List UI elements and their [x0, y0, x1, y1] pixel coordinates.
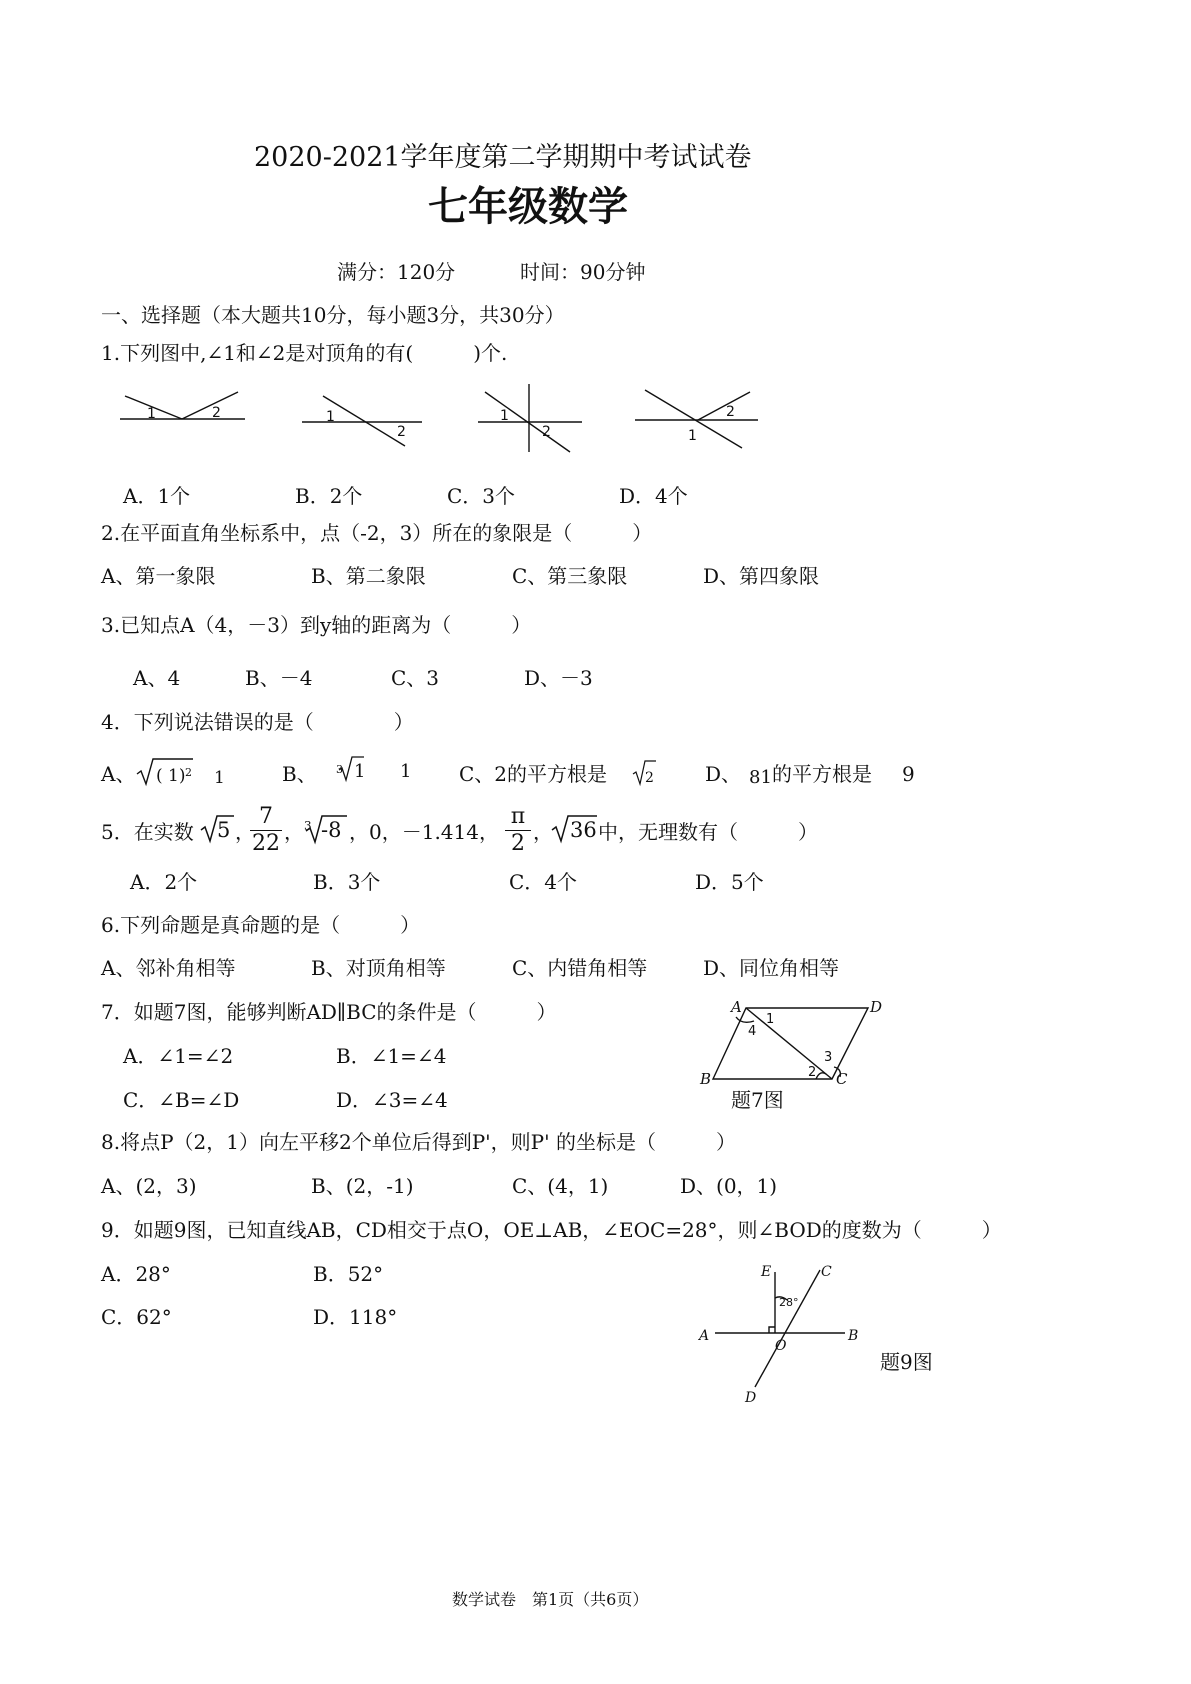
- subject-title: 七年级数学: [428, 183, 628, 230]
- q1-fig4-label-2: 2: [726, 404, 735, 420]
- q4-option-b-prefix: B、: [282, 762, 317, 786]
- q5-sqrt5-radicand: 5: [217, 818, 231, 842]
- q7-point-c: C: [836, 1070, 848, 1088]
- q1-option-c: C．3个: [447, 484, 516, 508]
- q7-point-b: B: [700, 1070, 712, 1088]
- q7-angle-2: 2: [808, 1065, 817, 1080]
- score-info: 满分：120分: [337, 260, 456, 284]
- q3-option-c: C、3: [391, 666, 440, 690]
- q1-fig3-label-1: 1: [500, 408, 509, 424]
- q2-option-a: A、第一象限: [101, 564, 216, 588]
- q5-stem-end: 中，无理数有（ ）: [598, 820, 818, 844]
- q5-option-a: A．2个: [130, 870, 198, 894]
- q3-option-d: D、－3: [524, 666, 593, 690]
- q4-option-c-radicand: 2: [645, 770, 654, 786]
- q8-option-d: D、(0，1): [680, 1174, 778, 1198]
- q4-option-a-prefix: A、: [101, 762, 136, 786]
- q1-option-d: D．4个: [619, 484, 688, 508]
- q5-fraction-7-22: [250, 805, 282, 856]
- q1-option-a: A．1个: [123, 484, 191, 508]
- q4-option-b-radicand: 1: [354, 761, 366, 782]
- q4-option-b-index: 3: [336, 763, 343, 776]
- q8-option-b: B、(2，-1): [311, 1174, 414, 1198]
- q1-fig1-label-2: 2: [212, 405, 221, 421]
- q9-point-o: O: [775, 1338, 787, 1354]
- time-info: 时间：90分钟: [520, 260, 646, 284]
- q8-stem: 8.将点P（2，1）向左平移2个单位后得到P'，则P' 的坐标是（ ）: [101, 1130, 736, 1154]
- page-footer: 数学试卷 第1页（共6页）: [452, 1590, 649, 1609]
- q7-stem: 7．如题7图，能够判断AD∥BC的条件是（ ）: [101, 1000, 557, 1024]
- q2-stem: 2.在平面直角坐标系中，点（-2，3）所在的象限是（ ）: [101, 521, 653, 545]
- q4-option-d-number: 81: [749, 767, 772, 788]
- q7-option-b: B．∠1=∠4: [336, 1044, 447, 1068]
- q8-option-c: C、(4，1): [512, 1174, 609, 1198]
- q8-option-a: A、(2，3): [101, 1174, 197, 1198]
- q7-point-a: A: [731, 998, 742, 1016]
- q7-option-a: A．∠1=∠2: [123, 1044, 234, 1068]
- q1-fig3-label-2: 2: [542, 424, 551, 440]
- q1-option-b: B．2个: [295, 484, 363, 508]
- q5-sqrt36-radicand: 36: [570, 818, 597, 842]
- q5-cube-radicand: -8: [321, 818, 342, 842]
- q4-option-a-value: 1: [214, 768, 225, 788]
- q5-comma-3: ，: [533, 820, 553, 844]
- q9-option-b: B．52°: [313, 1262, 384, 1286]
- q5-fraction-denominator: 22: [252, 831, 280, 856]
- q4-option-d-text: 的平方根是: [772, 762, 872, 786]
- q2-option-b: B、第二象限: [311, 564, 426, 588]
- q9-option-d: D．118°: [313, 1305, 398, 1329]
- q9-point-c: C: [821, 1264, 832, 1280]
- q5-option-b: B．3个: [313, 870, 381, 894]
- q6-option-c: C、内错角相等: [512, 956, 648, 980]
- q5-cube-index: 3: [304, 819, 312, 833]
- q1-fig4-label-1: 1: [688, 428, 697, 444]
- q7-figure-caption: 题7图: [731, 1088, 784, 1112]
- section-heading: 一、选择题（本大题共10分，每小题3分，共30分）: [101, 303, 565, 327]
- q5-option-d: D．5个: [695, 870, 764, 894]
- q5-pi-denominator: 2: [511, 831, 525, 856]
- q1-fig2-label-1: 1: [326, 409, 335, 425]
- q4-stem: 4．下列说法错误的是（ ）: [101, 710, 414, 734]
- q4-option-d-value: 9: [902, 762, 915, 786]
- q9-figure: [695, 1262, 865, 1412]
- q4-option-d-prefix: D、: [705, 762, 742, 786]
- q3-option-a: A、4: [133, 666, 181, 690]
- q1-stem: 1.下列图中,∠1和∠2是对顶角的有( )个.: [101, 341, 508, 365]
- q9-option-a: A．28°: [101, 1262, 171, 1286]
- q3-stem: 3.已知点A（4，－3）到y轴的距离为（ ）: [101, 613, 532, 637]
- q7-option-c: C．∠B=∠D: [123, 1088, 240, 1112]
- q5-option-c: C．4个: [509, 870, 578, 894]
- q1-fig2-label-2: 2: [397, 424, 406, 440]
- q9-angle-label: 28°: [779, 1296, 799, 1309]
- q5-fraction-numerator: 7: [259, 804, 273, 829]
- q5-fraction-pi-2: [505, 805, 531, 856]
- q7-point-d: D: [870, 998, 883, 1016]
- q4-option-a-exponent: 2: [185, 766, 192, 779]
- q5-stem-start: 5．在实数: [101, 820, 194, 844]
- q5-pi-numerator: π: [510, 804, 526, 829]
- q7-option-d: D．∠3=∠4: [336, 1088, 448, 1112]
- q6-stem: 6.下列命题是真命题的是（ ）: [101, 913, 421, 937]
- q1-fig1-label-1: 1: [147, 406, 156, 422]
- q2-option-d: D、第四象限: [703, 564, 820, 588]
- q9-figure-caption: 题9图: [880, 1350, 933, 1374]
- q4-option-c-text: C、2的平方根是: [459, 762, 608, 786]
- q3-option-b: B、－4: [245, 666, 313, 690]
- q6-option-d: D、同位角相等: [703, 956, 840, 980]
- q7-angle-4: 4: [748, 1024, 757, 1039]
- q5-middle-values: ，0，－1.414，: [349, 820, 499, 844]
- q7-angle-3: 3: [824, 1050, 833, 1065]
- q7-angle-1: 1: [766, 1012, 775, 1027]
- q4-option-b-value: 1: [400, 761, 412, 782]
- q4-option-a-inner: ( 1): [156, 766, 186, 786]
- q5-comma-2: ，: [284, 820, 304, 844]
- q2-option-c: C、第三象限: [512, 564, 628, 588]
- q9-point-e: E: [761, 1264, 772, 1280]
- q7-figure: [698, 997, 898, 1087]
- exam-title: 2020-2021学年度第二学期期中考试试卷: [254, 142, 752, 173]
- q9-point-d: D: [745, 1390, 757, 1406]
- q6-option-a: A、邻补角相等: [101, 956, 236, 980]
- q9-point-b: B: [848, 1328, 859, 1344]
- q1-figures: [110, 380, 810, 470]
- q6-option-b: B、对顶角相等: [311, 956, 446, 980]
- q9-option-c: C．62°: [101, 1305, 172, 1329]
- q9-stem: 9．如题9图，已知直线AB，CD相交于点O，OE⊥AB，∠EOC=28°，则∠BOD的度数为（ ）: [101, 1218, 1002, 1242]
- q5-comma-1: ，: [235, 820, 255, 844]
- q9-point-a: A: [699, 1328, 710, 1344]
